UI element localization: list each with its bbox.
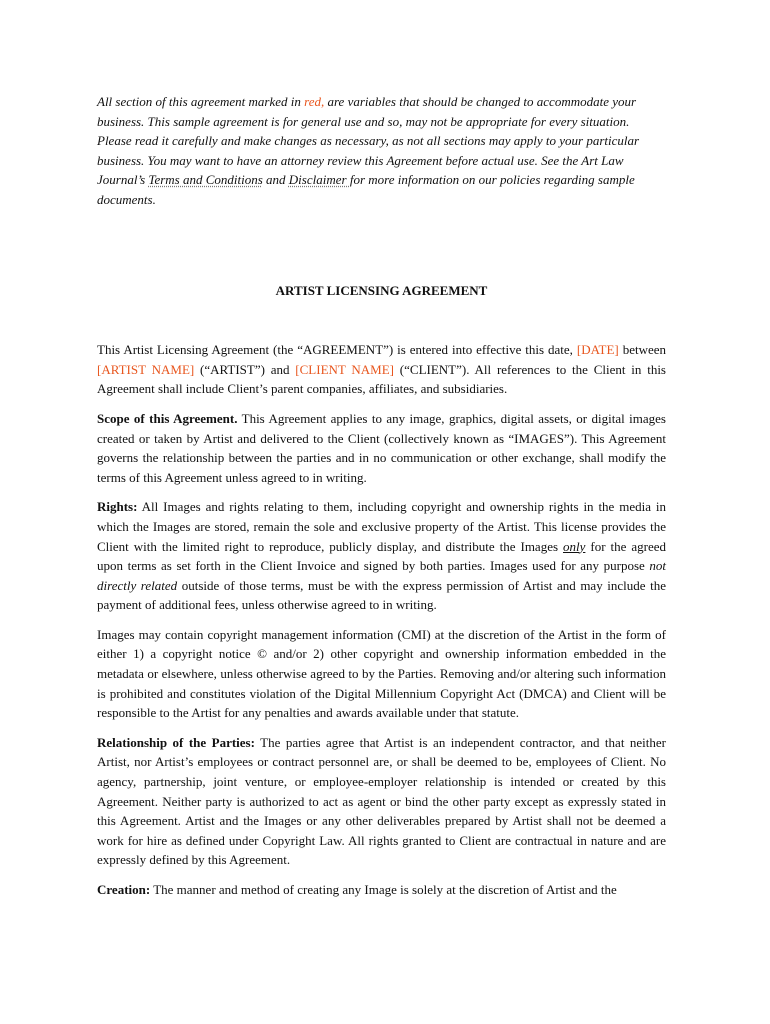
creation-paragraph: [97, 880, 666, 900]
opening-text-2: between: [618, 342, 666, 358]
disclaimer-link[interactable]: Disclaimer: [288, 172, 350, 188]
rights-only-emphasis: only: [563, 538, 586, 554]
agreement-title: ARTIST LICENSING AGREEMENT: [275, 282, 488, 298]
intro-red-word: red,: [304, 94, 325, 109]
rights-not-related-emphasis: not directly related: [97, 558, 666, 593]
terms-and-conditions-link[interactable]: Terms and Conditions: [148, 172, 263, 188]
opening-text-3: (“ARTIST”) and: [194, 361, 296, 377]
intro-text-3: and: [262, 172, 289, 188]
document-page: [97, 92, 666, 910]
relationship-text: The parties agree that Artist is an independent contractor, and that neither Artist, nor Artist’s employees or contract personnel are, or shall be deemed to be, employees of Client. No agency, partnership, joint venture, or employee-employer relationship is intended or created by this Agreement. Neither party is authorized to act as agent or bind the other party except as expressly stated in this Agreement. Artist and the Images or any other deliverables prepared by Artist shall not be deemed a work for hire as defined under Copyright Law. All rights granted to Client are contractual in nature and are expressly defined by this Agreement.: [97, 734, 666, 868]
opening-text-1: This Artist Licensing Agreement (the “AGREEMENT”) is entered into effective this date,: [97, 342, 577, 358]
intro-note: [97, 92, 666, 210]
rights-text-3: outside of those terms, must be with the express permission of Artist and may include the payment of additional fees, unless otherwise agreed to in writing.: [97, 577, 667, 613]
intro-text-2: are variables that should be changed to accommodate your business. This sample agreement is for general use and so, may not be appropriate for every situation. Please read it carefully and make changes as necessary, as not all sections may apply to your particular business. You may want to have an attorney review this Agreement before actual use. See the Art Law Journal’s: [97, 94, 640, 188]
rights-text-1: All Images and rights relating to them, including copyright and ownership rights in the media in which the Images are stored, remain the sole and exclusive property of the Artist. This license provides the Client with the limited right to reproduce, publicly display, and distribute the Images: [97, 499, 666, 554]
intro-text-4: for more information on our policies regarding sample documents.: [97, 172, 635, 207]
creation-text: The manner and method of creating any Image is solely at the discretion of Artist and the: [150, 882, 617, 897]
client-name-variable: [CLIENT NAME]: [295, 361, 395, 377]
creation-heading: Creation:: [97, 882, 151, 897]
opening-paragraph: [97, 340, 666, 399]
rights-heading: Rights:: [97, 499, 138, 515]
intro-text-1: All section of this agreement marked in: [97, 94, 305, 109]
scope-heading: Scope of this Agreement.: [97, 410, 238, 426]
artist-name-variable: [ARTIST NAME]: [97, 361, 195, 377]
opening-text-4: (“CLIENT”). All references to the Client in this Agreement shall include Client’s parent companies, affiliates, and subsidiaries.: [97, 361, 666, 397]
rights-text-2: for the agreed upon terms as set forth in the Client Invoice and signed by both parties. Images used for any purpose: [97, 538, 667, 574]
relationship-paragraph: [97, 733, 666, 870]
scope-paragraph: [97, 409, 666, 487]
scope-text: This Agreement applies to any image, graphics, digital assets, or digital images created or taken by Artist and delivered to the Client (collectively known as “IMAGES”). This Agreement governs the relationship between the parties and in no communication or other exchange, shall modify the terms of this Agreement unless agreed to in writing.: [97, 410, 666, 485]
rights-paragraph: [97, 497, 666, 615]
relationship-heading: Relationship of the Parties:: [97, 734, 255, 750]
cmi-paragraph: Images may contain copyright management information (CMI) at the discretion of the Artist in the form of either 1) a copyright notice © and/or 2) other copyright and ownership information embedded in the metadata or elsewhere, unless otherwise agreed to by the Parties. Removing and/or altering such information is prohibited and constitutes violation of the Digital Millennium Copyright Act (DMCA) and Client will be responsible to the Artist for any penalties and awards available under that statute.: [97, 626, 666, 721]
date-variable: [DATE]: [576, 342, 619, 358]
